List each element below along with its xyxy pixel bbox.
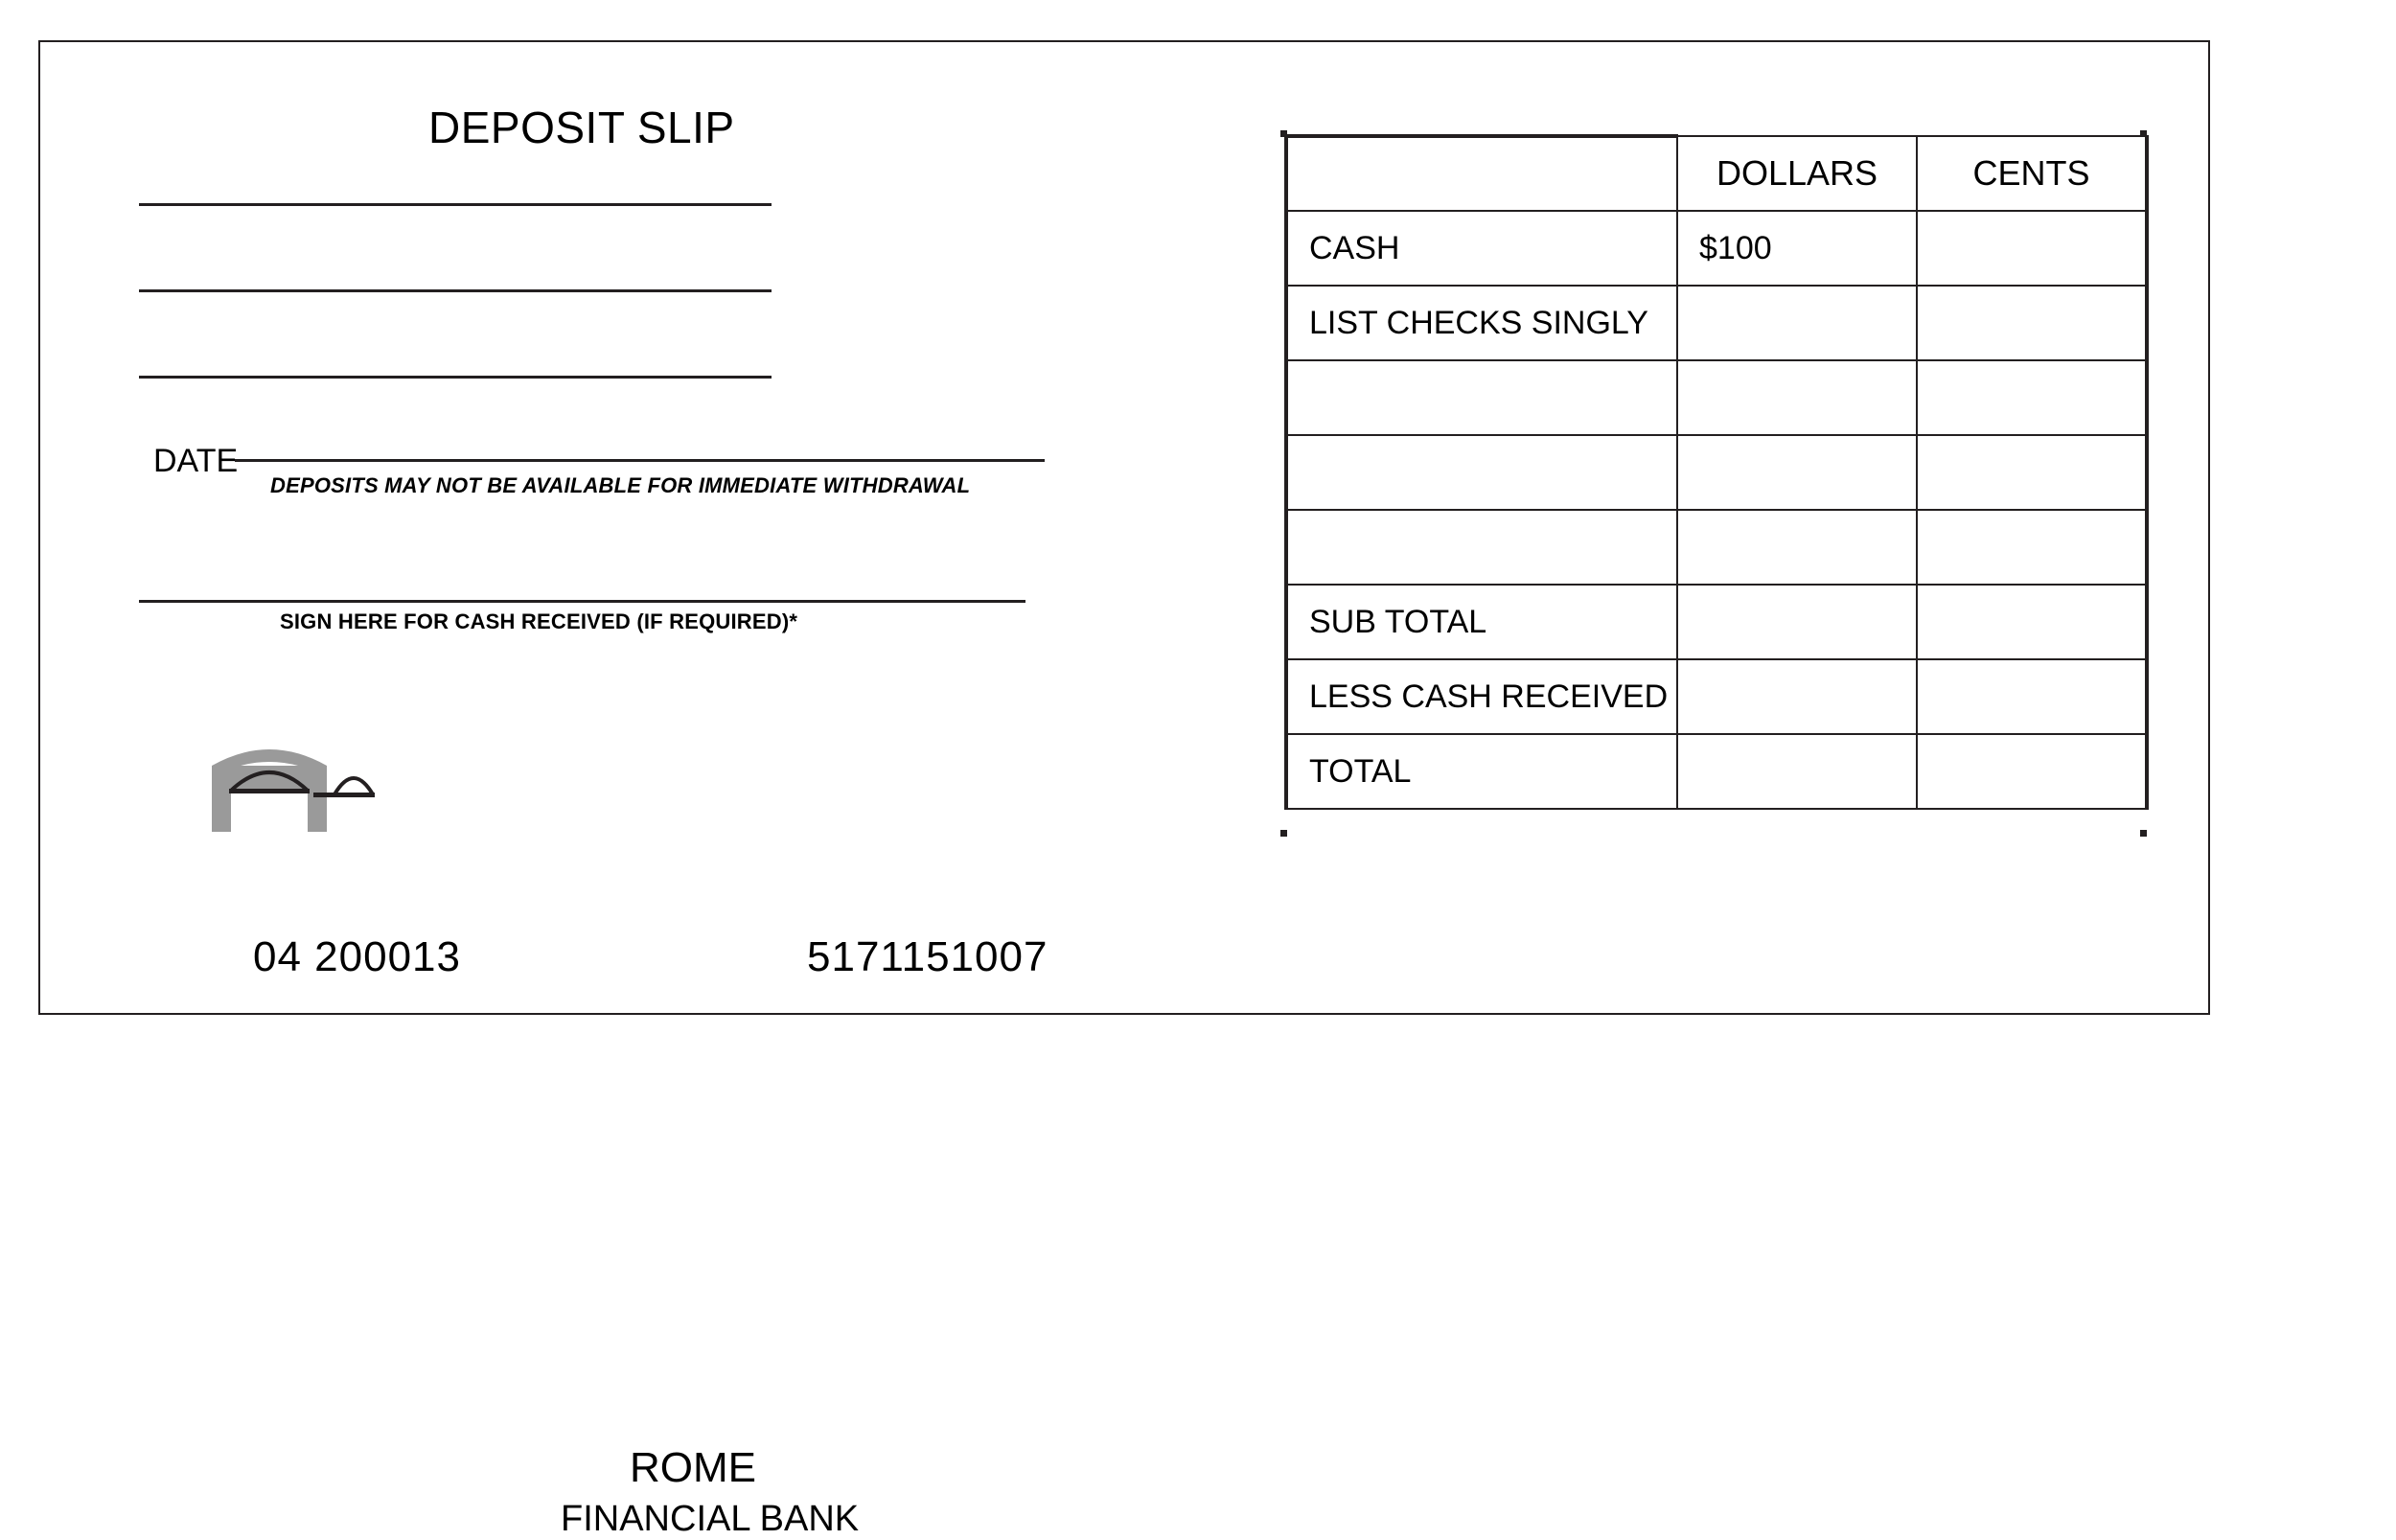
table-row <box>1286 585 2147 659</box>
row-label: LESS CASH RECEIVED <box>1286 659 1677 734</box>
table-row <box>1286 211 2147 286</box>
signature-line[interactable] <box>139 600 1025 603</box>
row-label: TOTAL <box>1286 734 1677 809</box>
column-header-cents: CENTS <box>1917 136 2147 211</box>
dollars-cell[interactable] <box>1677 510 1917 585</box>
bank-subname: FINANCIAL BANK <box>561 1499 860 1539</box>
routing-number: 04 200013 <box>253 933 461 980</box>
withdrawal-disclaimer: DEPOSITS MAY NOT BE AVAILABLE FOR IMMEDIATE WITHDRAWAL <box>270 473 971 497</box>
deposit-slip <box>38 40 2210 1539</box>
registration-tick-bottom-left <box>1280 830 1287 837</box>
row-label <box>1286 510 1677 585</box>
dollars-cell[interactable] <box>1677 286 1917 360</box>
table-row <box>1286 659 2147 734</box>
cents-cell[interactable] <box>1917 510 2147 585</box>
row-label: CASH <box>1286 211 1677 286</box>
amount-table <box>1284 134 2149 810</box>
name-line-1[interactable] <box>139 203 772 206</box>
table-row <box>1286 286 2147 360</box>
row-label <box>1286 360 1677 435</box>
cents-cell[interactable] <box>1917 734 2147 809</box>
cents-cell[interactable] <box>1917 360 2147 435</box>
dollars-cell[interactable]: $100 <box>1677 211 1917 286</box>
dollars-cell[interactable] <box>1677 659 1917 734</box>
table-row <box>1286 435 2147 510</box>
table-row <box>1286 510 2147 585</box>
date-label: DATE <box>153 443 239 479</box>
dollars-cell[interactable] <box>1677 435 1917 510</box>
cents-cell[interactable] <box>1917 435 2147 510</box>
row-label: SUB TOTAL <box>1286 585 1677 659</box>
name-line-3[interactable] <box>139 376 772 379</box>
table-header-row <box>1286 136 2147 211</box>
page-title: DEPOSIT SLIP <box>428 103 735 152</box>
cents-cell[interactable] <box>1917 659 2147 734</box>
slip-left-panel <box>40 42 1219 1539</box>
signature-instruction: SIGN HERE FOR CASH RECEIVED (IF REQUIRED)* <box>280 609 798 633</box>
row-label: LIST CHECKS SINGLY <box>1286 286 1677 360</box>
account-number: 5171151007 <box>807 933 1048 980</box>
cents-cell[interactable] <box>1917 286 2147 360</box>
table-row <box>1286 360 2147 435</box>
column-header-blank <box>1286 136 1677 211</box>
dollars-cell[interactable] <box>1677 585 1917 659</box>
date-input-line[interactable] <box>235 459 1045 462</box>
cents-cell[interactable] <box>1917 585 2147 659</box>
column-header-dollars: DOLLARS <box>1677 136 1917 211</box>
dollars-cell[interactable] <box>1677 360 1917 435</box>
bank-name: ROME <box>630 1444 756 1491</box>
cents-cell[interactable] <box>1917 211 2147 286</box>
row-label <box>1286 435 1677 510</box>
table-row <box>1286 734 2147 809</box>
name-line-2[interactable] <box>139 289 772 292</box>
dollars-cell[interactable] <box>1677 734 1917 809</box>
registration-tick-bottom-right <box>2140 830 2147 837</box>
roman-arch-bridge-icon <box>208 735 428 836</box>
